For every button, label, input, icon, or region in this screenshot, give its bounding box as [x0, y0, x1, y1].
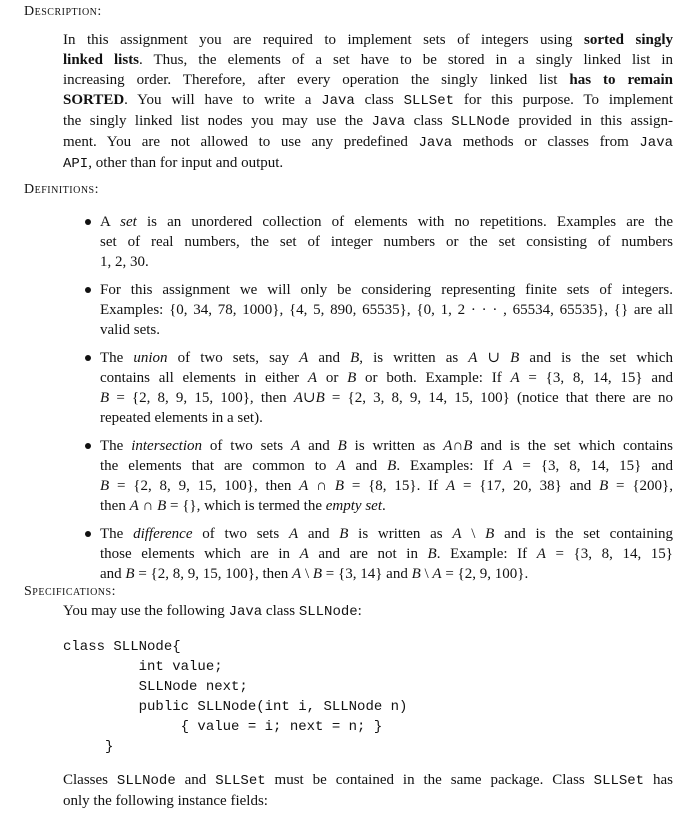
text-line: API, other than for input and output.: [63, 155, 284, 172]
text-line: linked lists. Thus, the elements of a set have to be stored in a singly linked list in: [63, 52, 673, 68]
definitions-heading: Definitions:: [24, 182, 99, 197]
description-paragraph: [63, 30, 673, 174]
bullet-icon: [85, 355, 91, 361]
text-line: repeated elements in a set).: [100, 410, 263, 426]
bullet-icon: [85, 531, 91, 537]
definition-item: [100, 524, 673, 584]
text-line: B = {2, 8, 9, 15, 100}, then A ∩ B = {8, 15}. If A = {17, 20, 38} and B = {200},: [100, 478, 673, 494]
text-line: A set is an unordered collection of elements with no repetitions. Examples are the: [100, 214, 673, 230]
text-line: and B = {2, 8, 9, 15, 100}, then A \ B = {3, 14} and B \ A = {2, 9, 100}.: [100, 566, 529, 582]
text-line: For this assignment we will only be considering representing finite sets of integers.: [100, 282, 673, 298]
text-line: 1, 2, 30.: [100, 254, 149, 270]
text-line: set of real numbers, the set of integer numbers or the set consisting of numbers: [100, 234, 673, 250]
text-line: contains all elements in either A or B or both. Example: If A = {3, 8, 14, 15} and: [100, 370, 674, 386]
text-line: the singly linked list nodes you may use the Java class SLLNode provided in this assign-: [63, 113, 673, 130]
bullet-icon: [85, 443, 91, 449]
text-line: valid sets.: [100, 322, 160, 338]
text-line: The difference of two sets A and B is written as A \ B and is the set containing: [100, 526, 673, 542]
definitions-list: [100, 212, 673, 592]
specifications-heading: Specifications:: [24, 584, 116, 599]
description-heading: Description:: [24, 4, 102, 19]
text-line: The intersection of two sets A and B is written as A∩B and is the set which contains: [100, 438, 673, 454]
text-line: then A ∩ B = {}, which is termed the empty set.: [100, 498, 386, 514]
specifications-closing: [63, 770, 673, 811]
definition-item: [100, 436, 673, 516]
text-line: only the following instance fields:: [63, 793, 268, 809]
definition-item: [100, 212, 673, 272]
sllnode-code-block: class SLLNode{ int value; SLLNode next; public SLLNode(int i, SLLNode n) { value = i; next = n; } }: [63, 639, 408, 755]
definition-item: [100, 348, 673, 428]
definition-item: [100, 280, 673, 340]
bullet-icon: [85, 287, 91, 293]
text-line: Classes SLLNode and SLLSet must be contained in the same package. Class SLLSet has: [63, 772, 673, 789]
text-line: those elements which are in A and are not in B. Example: If A = {3, 8, 14, 15}: [100, 546, 673, 562]
text-line: The union of two sets, say A and B, is written as A ∪ B and is the set which: [100, 350, 673, 366]
text-line: B = {2, 8, 9, 15, 100}, then A∪B = {2, 3, 8, 9, 14, 15, 100} (notice that there are no: [100, 390, 673, 406]
bullet-icon: [85, 219, 91, 225]
text-line: Examples: {0, 34, 78, 1000}, {4, 5, 890, 65535}, {0, 1, 2 · · · , 65534, 65535}, {} are all: [100, 302, 673, 318]
text-line: ment. You are not allowed to use any predefined Java methods or classes from Java: [63, 134, 673, 151]
text-line: the elements that are common to A and B. Examples: If A = {3, 8, 14, 15} and: [100, 458, 673, 474]
text-line: In this assignment you are required to implement sets of integers using sorted singly: [63, 32, 674, 48]
specifications-intro: You may use the following Java class SLLNode:: [63, 603, 362, 620]
text-line: increasing order. Therefore, after every operation the singly linked list has to remain: [63, 72, 673, 88]
text-line: SORTED. You will have to write a Java class SLLSet for this purpose. To implement: [63, 92, 673, 109]
